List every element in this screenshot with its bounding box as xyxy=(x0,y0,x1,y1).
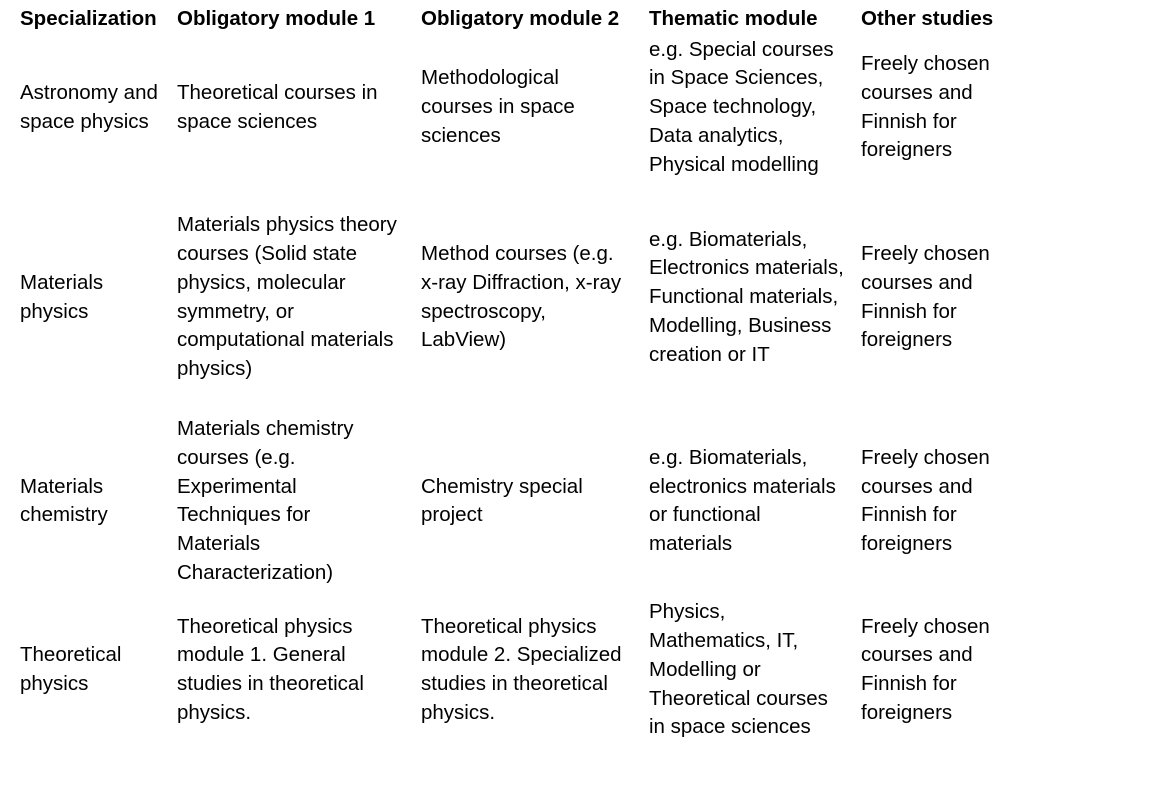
cell-obligatory-module-1: Theoretical physics module 1. General studies in theoretical physics. xyxy=(177,614,364,725)
cell-obligatory-module-1: Theoretical courses in space sciences xyxy=(177,80,378,133)
cell-specialization: Astronomy and space physics xyxy=(20,80,158,133)
cell-other-studies: Freely chosen courses and Finnish for foreigners xyxy=(861,445,990,556)
cell-other-studies: Freely chosen courses and Finnish for foreigners xyxy=(861,241,990,352)
header-thematic-module: Thematic module xyxy=(649,7,818,30)
header-obligatory-module-2: Obligatory module 2 xyxy=(421,7,620,30)
table-row xyxy=(20,35,1140,180)
specialization-table xyxy=(20,5,1140,753)
table-body xyxy=(20,35,1140,753)
cell-obligatory-module-2: Theoretical physics module 2. Specialized studies in theoretical physics. xyxy=(421,614,622,725)
cell-specialization: Materials physics xyxy=(20,270,104,323)
cell-obligatory-module-2: Chemistry special project xyxy=(421,474,583,527)
cell-other-studies: Freely chosen courses and Finnish for foreigners xyxy=(861,51,990,162)
cell-thematic-module: e.g. Biomaterials, Electronics materials, Functional materials, Modelling, Business creation or IT xyxy=(649,227,844,366)
cell-obligatory-module-1: Materials chemistry courses (e.g. Experimental Techniques for Materials Characterization) xyxy=(177,417,354,584)
header-specialization: Specialization xyxy=(20,7,157,30)
cell-specialization: Materials chemistry xyxy=(20,474,108,527)
cell-thematic-module: e.g. Biomaterials, electronics materials or functional materials xyxy=(649,445,836,556)
cell-thematic-module: Physics, Mathematics, IT, Modelling or Theoretical courses in space sciences xyxy=(649,600,828,739)
cell-specialization: Theoretical physics xyxy=(20,643,122,696)
cell-thematic-module: e.g. Special courses in Space Sciences, Space technology, Data analytics, Physical modelling xyxy=(649,37,834,176)
header-other-studies: Other studies xyxy=(861,7,994,30)
cell-obligatory-module-2: Methodological courses in space sciences xyxy=(421,66,575,147)
cell-other-studies: Freely chosen courses and Finnish for foreigners xyxy=(861,614,990,725)
document-body xyxy=(20,5,1140,753)
header-obligatory-module-1: Obligatory module 1 xyxy=(177,7,376,30)
table-header xyxy=(20,5,1140,35)
table-row xyxy=(20,588,1140,753)
table-row xyxy=(20,180,1140,415)
cell-obligatory-module-1: Materials physics theory courses (Solid state physics, molecular symmetry, or computational materials physics) xyxy=(177,213,397,381)
table-row xyxy=(20,415,1140,588)
header-row xyxy=(20,5,1140,35)
cell-obligatory-module-2: Method courses (e.g. x-ray Diffraction, x-ray spectroscopy, LabView) xyxy=(421,241,622,352)
